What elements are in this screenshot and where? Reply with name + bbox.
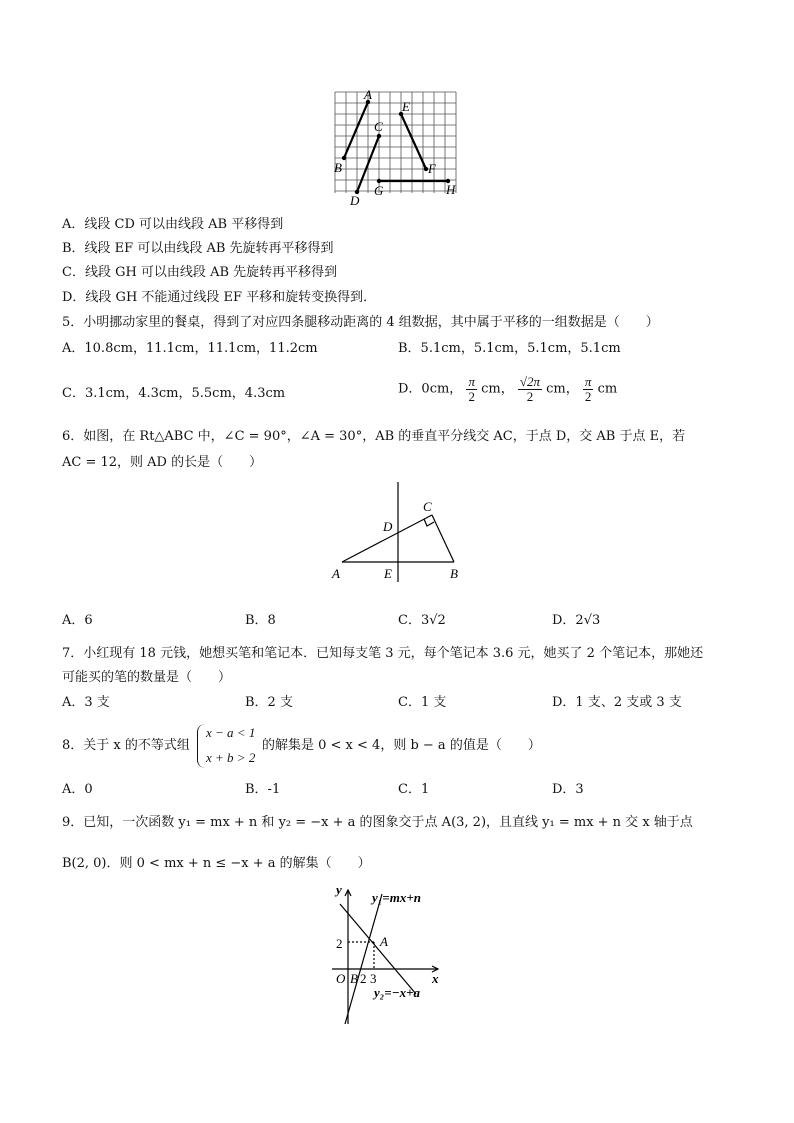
label-a: A [364, 87, 372, 102]
label-a: A [332, 566, 340, 581]
q7-option-c[interactable]: C．1 支 [398, 695, 447, 710]
line1-label: y₁=mx+n [372, 890, 421, 905]
q5-d-frac1: $\frac{\pi}{2}$ [468, 374, 475, 404]
q5-option-d[interactable]: D．0cm， $\frac{\pi}{2}$ cm， $\frac{√2\pi}{2}$ cm， $\frac{\pi}{2}$ cm [398, 374, 618, 404]
q6-option-c[interactable]: C．3√2 [398, 613, 446, 628]
q7-stem-line1: 7．小红现有 18 元钱，她想买笔和笔记本．已知每支笔 3 元，每个笔记本 3.6 元，她买了 2 个笔记本，那她还 [62, 646, 704, 661]
q8-stem-suffix: 的解集是 0 < x < 4，则 b − a 的值是（ ） [262, 738, 541, 753]
q6-stem-line1: 6．如图，在 Rt△ABC 中，∠C = 90°，∠A = 30°，AB 的垂直平分线交 AC，于点 D，交 AB 于点 E，若 [62, 429, 686, 444]
point-b-label: B [350, 971, 358, 986]
line-y1 [345, 894, 382, 1024]
q5-option-b[interactable]: B．5.1cm，5.1cm，5.1cm，5.1cm [398, 341, 621, 356]
q6-stem-line2: AC = 12，则 AD 的长是（ ） [62, 455, 263, 470]
q8-inequality-1: x − a < 1 [206, 725, 256, 740]
tick-2-y: 2 [336, 936, 343, 951]
label-b: B [450, 566, 458, 581]
q7-stem-line2: 可能买的笔的数量是（ ） [62, 670, 232, 685]
side-cb [432, 515, 454, 562]
q9-stem-line2: B(2, 0)．则 0 < mx + n ≤ −x + a 的解集（ ） [62, 856, 371, 871]
q4-option-c[interactable]: C．线段 GH 可以由线段 AB 先旋转再平移得到 [62, 265, 338, 280]
label-d: D [350, 193, 360, 206]
q5-option-c[interactable]: C．3.1cm，4.3cm，5.5cm，4.3cm [62, 386, 286, 401]
q7-option-d[interactable]: D．1 支、2 支或 3 支 [552, 695, 682, 710]
label-e: E [384, 566, 392, 581]
label-e: E [402, 99, 410, 114]
q8-option-c[interactable]: C．1 [398, 782, 430, 797]
q4-option-b[interactable]: B．线段 EF 可以由线段 AB 先旋转再平移得到 [62, 241, 334, 256]
tick-2-x: 2 [360, 971, 367, 986]
q5-d-prefix: D．0cm， [398, 381, 463, 397]
label-g: G [374, 183, 384, 198]
q8-option-a[interactable]: A．0 [62, 782, 93, 797]
q8-inequality-2: x + b > 2 [206, 750, 256, 765]
right-angle-mark [424, 519, 434, 526]
segment-ef [401, 114, 426, 169]
q7-option-a[interactable]: A．3 支 [62, 695, 110, 710]
q4-option-d[interactable]: D．线段 GH 不能通过线段 EF 平移和旋转变换得到． [62, 290, 377, 305]
q5-stem: 5．小明挪动家里的餐桌，得到了对应四条腿移动距离的 4 组数据，其中属于平移的一组数据是（ ） [62, 315, 659, 330]
segment-ab [344, 102, 368, 158]
label-h: H [446, 182, 456, 197]
q9-stem-line1: 9．已知，一次函数 y₁ = mx + n 和 y₂ = −x + a 的图象交于点 A(3, 2)，且直线 y₁ = mx + n 交 x 轴于点 [62, 815, 693, 830]
q6-option-d[interactable]: D．2√3 [552, 613, 601, 628]
q5-option-a[interactable]: A．10.8cm，11.1cm，11.1cm，11.2cm [62, 341, 318, 356]
q8-option-b[interactable]: B．-1 [245, 782, 281, 797]
q6-option-a[interactable]: A．6 [62, 613, 93, 628]
q5-d-frac3: $\frac{\pi}{2}$ [584, 374, 592, 404]
q4-grid-figure [328, 86, 468, 206]
label-c: C [423, 499, 432, 514]
q8-option-d[interactable]: D．3 [552, 782, 584, 797]
q6-option-b[interactable]: B．8 [245, 613, 276, 628]
y-axis-label: y [336, 882, 342, 897]
q9-graph-figure [328, 882, 468, 1028]
q8-stem-prefix: 8．关于 x 的不等式组 [62, 738, 190, 753]
label-d: D [383, 519, 393, 534]
tick-3-x: 3 [370, 971, 377, 986]
q6-triangle-figure [328, 478, 474, 588]
q5-d-frac2: $\frac{√2\pi}{2}$ [519, 374, 541, 404]
point-a-label: A [380, 934, 388, 949]
label-b: B [334, 160, 342, 175]
q7-option-b[interactable]: B．2 支 [245, 695, 293, 710]
origin-label: O [336, 971, 346, 986]
line2-label: y₂=−x+a [374, 985, 420, 1000]
label-c: C [374, 119, 383, 134]
label-f: F [428, 161, 436, 176]
grid-lines [335, 92, 456, 193]
x-axis-label: x [432, 971, 439, 986]
q4-option-a[interactable]: A．线段 CD 可以由线段 AB 平移得到 [62, 217, 284, 232]
